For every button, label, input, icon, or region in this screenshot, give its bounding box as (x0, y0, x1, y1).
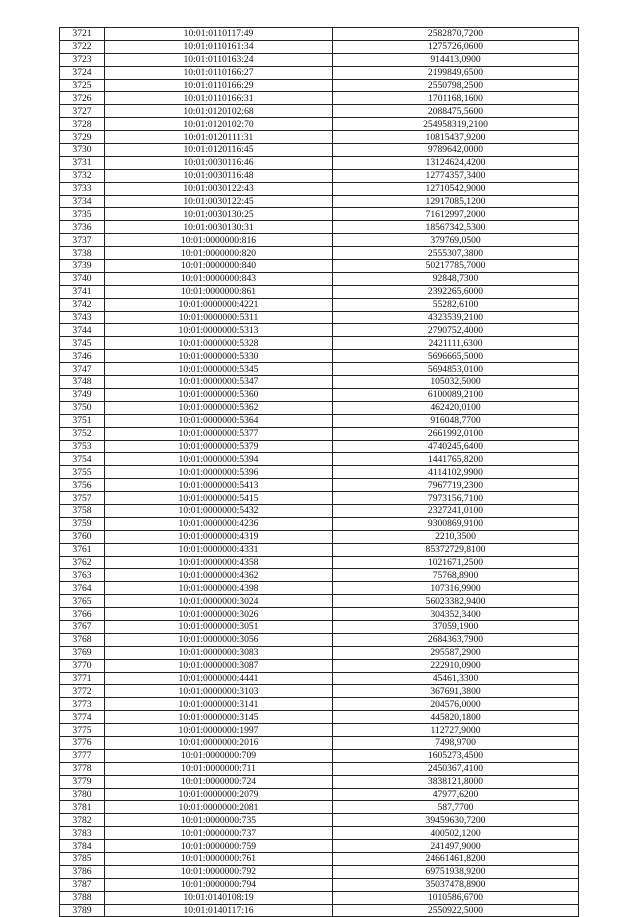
table-row (60, 453, 579, 466)
cadastral-number-cell: 10:01:0110161:34 (105, 40, 333, 53)
value-cell: 1275726,0600 (333, 40, 579, 53)
value-cell: 39459630,7200 (333, 814, 579, 827)
table-row (60, 762, 579, 775)
row-number-cell: 3751 (60, 414, 105, 427)
value-cell: 92848,7300 (333, 272, 579, 285)
value-cell: 1701168,1600 (333, 92, 579, 105)
table-row (60, 814, 579, 827)
table-row (60, 272, 579, 285)
cadastral-number-cell: 10:01:0000000:4358 (105, 556, 333, 569)
value-cell: 916048,7700 (333, 414, 579, 427)
table-row (60, 337, 579, 350)
table-row (60, 260, 579, 273)
value-cell: 2421111,6300 (333, 337, 579, 350)
table-row (60, 156, 579, 169)
row-number-cell: 3761 (60, 543, 105, 556)
value-cell: 2684363,7900 (333, 633, 579, 646)
table-row (60, 92, 579, 105)
cadastral-number-cell: 10:01:0120111:31 (105, 131, 333, 144)
value-cell: 367691,3800 (333, 685, 579, 698)
row-number-cell: 3780 (60, 788, 105, 801)
value-cell: 55282,6100 (333, 298, 579, 311)
cadastral-number-cell: 10:01:0030122:45 (105, 195, 333, 208)
table-row (60, 582, 579, 595)
table-row (60, 28, 579, 41)
cadastral-number-cell: 10:01:0000000:1997 (105, 724, 333, 737)
row-number-cell: 3787 (60, 878, 105, 891)
row-number-cell: 3785 (60, 853, 105, 866)
table-row (60, 827, 579, 840)
row-number-cell: 3752 (60, 427, 105, 440)
row-number-cell: 3737 (60, 234, 105, 247)
row-number-cell: 3767 (60, 620, 105, 633)
table-row (60, 285, 579, 298)
row-number-cell: 3764 (60, 582, 105, 595)
table-row (60, 208, 579, 221)
row-number-cell: 3759 (60, 517, 105, 530)
table-row (60, 350, 579, 363)
cadastral-number-cell: 10:01:0000000:709 (105, 749, 333, 762)
table-row (60, 118, 579, 131)
row-number-cell: 3730 (60, 144, 105, 157)
table-row (60, 311, 579, 324)
cadastral-value-table (59, 27, 579, 917)
value-cell: 222910,0900 (333, 659, 579, 672)
table-row (60, 659, 579, 672)
row-number-cell: 3786 (60, 865, 105, 878)
row-number-cell: 3763 (60, 569, 105, 582)
row-number-cell: 3783 (60, 827, 105, 840)
value-cell: 2661992,0100 (333, 427, 579, 440)
value-cell: 71612997,2000 (333, 208, 579, 221)
row-number-cell: 3788 (60, 891, 105, 904)
table-row (60, 711, 579, 724)
row-number-cell: 3734 (60, 195, 105, 208)
row-number-cell: 3745 (60, 337, 105, 350)
value-cell: 2210,3500 (333, 530, 579, 543)
row-number-cell: 3750 (60, 401, 105, 414)
cadastral-number-cell: 10:01:0140108:19 (105, 891, 333, 904)
row-number-cell: 3776 (60, 736, 105, 749)
value-cell: 400502,1200 (333, 827, 579, 840)
value-cell: 914413,0900 (333, 53, 579, 66)
cadastral-number-cell: 10:01:0000000:3087 (105, 659, 333, 672)
value-cell: 75768,8900 (333, 569, 579, 582)
table-row (60, 298, 579, 311)
cadastral-number-cell: 10:01:0000000:5330 (105, 350, 333, 363)
row-number-cell: 3725 (60, 79, 105, 92)
value-cell: 587,7700 (333, 801, 579, 814)
table-row (60, 517, 579, 530)
table-row (60, 182, 579, 195)
cadastral-number-cell: 10:01:0000000:711 (105, 762, 333, 775)
value-cell: 7967719,2300 (333, 479, 579, 492)
cadastral-number-cell: 10:01:0000000:843 (105, 272, 333, 285)
value-cell: 2582870,7200 (333, 28, 579, 41)
cadastral-number-cell: 10:01:0000000:5377 (105, 427, 333, 440)
value-cell: 5694853,0100 (333, 363, 579, 376)
cadastral-number-cell: 10:01:0000000:5345 (105, 363, 333, 376)
table-row (60, 672, 579, 685)
table-row (60, 376, 579, 389)
cadastral-number-cell: 10:01:0000000:5360 (105, 388, 333, 401)
row-number-cell: 3766 (60, 608, 105, 621)
row-number-cell: 3777 (60, 749, 105, 762)
value-cell: 24661461,8200 (333, 853, 579, 866)
row-number-cell: 3758 (60, 504, 105, 517)
value-cell: 6100089,2100 (333, 388, 579, 401)
cadastral-number-cell: 10:01:0000000:3056 (105, 633, 333, 646)
row-number-cell: 3781 (60, 801, 105, 814)
row-number-cell: 3768 (60, 633, 105, 646)
row-number-cell: 3736 (60, 221, 105, 234)
row-number-cell: 3738 (60, 247, 105, 260)
value-cell: 7498,9700 (333, 736, 579, 749)
row-number-cell: 3724 (60, 66, 105, 79)
cadastral-number-cell: 10:01:0000000:5347 (105, 376, 333, 389)
cadastral-number-cell: 10:01:0000000:794 (105, 878, 333, 891)
table-row (60, 749, 579, 762)
cadastral-number-cell: 10:01:0000000:4362 (105, 569, 333, 582)
table-row (60, 801, 579, 814)
row-number-cell: 3746 (60, 350, 105, 363)
value-cell: 241497,9000 (333, 840, 579, 853)
row-number-cell: 3732 (60, 169, 105, 182)
cadastral-number-cell: 10:01:0000000:4319 (105, 530, 333, 543)
row-number-cell: 3778 (60, 762, 105, 775)
table-row (60, 131, 579, 144)
value-cell: 13124624,4200 (333, 156, 579, 169)
table-row (60, 685, 579, 698)
value-cell: 9300869,9100 (333, 517, 579, 530)
cadastral-number-cell: 10:01:0000000:5311 (105, 311, 333, 324)
value-cell: 295587,2900 (333, 646, 579, 659)
value-cell: 2450367,4100 (333, 762, 579, 775)
row-number-cell: 3726 (60, 92, 105, 105)
cadastral-number-cell: 10:01:0000000:3083 (105, 646, 333, 659)
table-row (60, 646, 579, 659)
cadastral-number-cell: 10:01:0030116:48 (105, 169, 333, 182)
table-row (60, 66, 579, 79)
table-row (60, 221, 579, 234)
table-row (60, 788, 579, 801)
cadastral-number-cell: 10:01:0030130:31 (105, 221, 333, 234)
table-row (60, 891, 579, 904)
cadastral-number-cell: 10:01:0000000:5364 (105, 414, 333, 427)
value-cell: 4323539,2100 (333, 311, 579, 324)
table-row (60, 363, 579, 376)
value-cell: 45461,3300 (333, 672, 579, 685)
cadastral-number-cell: 10:01:0110166:27 (105, 66, 333, 79)
table-row (60, 105, 579, 118)
table-row (60, 40, 579, 53)
row-number-cell: 3727 (60, 105, 105, 118)
table-row (60, 556, 579, 569)
table-row (60, 324, 579, 337)
value-cell: 12710542,9000 (333, 182, 579, 195)
value-cell: 50217785,7000 (333, 260, 579, 273)
value-cell: 12774357,3400 (333, 169, 579, 182)
cadastral-number-cell: 10:01:0000000:735 (105, 814, 333, 827)
value-cell: 5696665,5000 (333, 350, 579, 363)
table-row (60, 53, 579, 66)
value-cell: 462420,0100 (333, 401, 579, 414)
table-row (60, 492, 579, 505)
cadastral-number-cell: 10:01:0000000:5328 (105, 337, 333, 350)
cadastral-number-cell: 10:01:0110117:49 (105, 28, 333, 41)
value-cell: 1021671,2500 (333, 556, 579, 569)
table-row (60, 633, 579, 646)
value-cell: 107316,9900 (333, 582, 579, 595)
cadastral-number-cell: 10:01:0000000:5432 (105, 504, 333, 517)
value-cell: 56023382,9400 (333, 595, 579, 608)
value-cell: 304352,3400 (333, 608, 579, 621)
table-row (60, 878, 579, 891)
cadastral-number-cell: 10:01:0000000:5394 (105, 453, 333, 466)
table-row (60, 169, 579, 182)
cadastral-number-cell: 10:01:0000000:737 (105, 827, 333, 840)
cadastral-number-cell: 10:01:0000000:761 (105, 853, 333, 866)
row-number-cell: 3789 (60, 904, 105, 917)
table-body (60, 28, 579, 917)
row-number-cell: 3765 (60, 595, 105, 608)
row-number-cell: 3731 (60, 156, 105, 169)
value-cell: 2555307,3800 (333, 247, 579, 260)
value-cell: 2550922,5000 (333, 904, 579, 917)
table-row (60, 466, 579, 479)
value-cell: 10815437,9200 (333, 131, 579, 144)
value-cell: 2088475,5600 (333, 105, 579, 118)
cadastral-number-cell: 10:01:0000000:3145 (105, 711, 333, 724)
table-row (60, 247, 579, 260)
value-cell: 9789642,0000 (333, 144, 579, 157)
cadastral-number-cell: 10:01:0110163:24 (105, 53, 333, 66)
value-cell: 105032,5000 (333, 376, 579, 389)
table-row (60, 530, 579, 543)
value-cell: 1441765,8200 (333, 453, 579, 466)
row-number-cell: 3784 (60, 840, 105, 853)
cadastral-number-cell: 10:01:0120116:45 (105, 144, 333, 157)
value-cell: 7973156,7100 (333, 492, 579, 505)
table-row (60, 904, 579, 917)
cadastral-number-cell: 10:01:0000000:4331 (105, 543, 333, 556)
row-number-cell: 3775 (60, 724, 105, 737)
row-number-cell: 3779 (60, 775, 105, 788)
table-row (60, 427, 579, 440)
row-number-cell: 3774 (60, 711, 105, 724)
cadastral-number-cell: 10:01:0000000:5413 (105, 479, 333, 492)
cadastral-number-cell: 10:01:0000000:4221 (105, 298, 333, 311)
cadastral-number-cell: 10:01:0000000:816 (105, 234, 333, 247)
row-number-cell: 3743 (60, 311, 105, 324)
cadastral-number-cell: 10:01:0030122:43 (105, 182, 333, 195)
cadastral-number-cell: 10:01:0000000:4441 (105, 672, 333, 685)
value-cell: 2550798,2500 (333, 79, 579, 92)
value-cell: 18567342,5300 (333, 221, 579, 234)
cadastral-number-cell: 10:01:0000000:4236 (105, 517, 333, 530)
cadastral-number-cell: 10:01:0000000:5313 (105, 324, 333, 337)
cadastral-number-cell: 10:01:0000000:3024 (105, 595, 333, 608)
row-number-cell: 3756 (60, 479, 105, 492)
row-number-cell: 3721 (60, 28, 105, 41)
row-number-cell: 3723 (60, 53, 105, 66)
cadastral-number-cell: 10:01:0000000:840 (105, 260, 333, 273)
table-row (60, 543, 579, 556)
table-row (60, 595, 579, 608)
value-cell: 47977,6200 (333, 788, 579, 801)
value-cell: 2327241,0100 (333, 504, 579, 517)
cadastral-number-cell: 10:01:0000000:4398 (105, 582, 333, 595)
row-number-cell: 3722 (60, 40, 105, 53)
cadastral-number-cell: 10:01:0000000:2016 (105, 736, 333, 749)
value-cell: 1010586,6700 (333, 891, 579, 904)
table-row (60, 414, 579, 427)
table-row (60, 440, 579, 453)
row-number-cell: 3735 (60, 208, 105, 221)
cadastral-number-cell: 10:01:0000000:5415 (105, 492, 333, 505)
row-number-cell: 3754 (60, 453, 105, 466)
value-cell: 85372729,8100 (333, 543, 579, 556)
value-cell: 204576,0000 (333, 698, 579, 711)
row-number-cell: 3762 (60, 556, 105, 569)
row-number-cell: 3749 (60, 388, 105, 401)
table-row (60, 840, 579, 853)
cadastral-number-cell: 10:01:0030130:25 (105, 208, 333, 221)
cadastral-number-cell: 10:01:0000000:861 (105, 285, 333, 298)
table-row (60, 504, 579, 517)
cadastral-number-cell: 10:01:0000000:3051 (105, 620, 333, 633)
value-cell: 4740245,6400 (333, 440, 579, 453)
row-number-cell: 3748 (60, 376, 105, 389)
cadastral-number-cell: 10:01:0000000:5396 (105, 466, 333, 479)
cadastral-number-cell: 10:01:0000000:3026 (105, 608, 333, 621)
value-cell: 2199849,6500 (333, 66, 579, 79)
cadastral-number-cell: 10:01:0110166:31 (105, 92, 333, 105)
row-number-cell: 3769 (60, 646, 105, 659)
row-number-cell: 3741 (60, 285, 105, 298)
value-cell: 1605273,4500 (333, 749, 579, 762)
row-number-cell: 3742 (60, 298, 105, 311)
row-number-cell: 3733 (60, 182, 105, 195)
value-cell: 112727,9000 (333, 724, 579, 737)
table-row (60, 234, 579, 247)
value-cell: 37059,1900 (333, 620, 579, 633)
row-number-cell: 3772 (60, 685, 105, 698)
row-number-cell: 3753 (60, 440, 105, 453)
value-cell: 379769,0500 (333, 234, 579, 247)
cadastral-number-cell: 10:01:0000000:2079 (105, 788, 333, 801)
table-row (60, 724, 579, 737)
table-row (60, 853, 579, 866)
table-row (60, 620, 579, 633)
row-number-cell: 3755 (60, 466, 105, 479)
table-row (60, 79, 579, 92)
table-row (60, 608, 579, 621)
row-number-cell: 3740 (60, 272, 105, 285)
cadastral-number-cell: 10:01:0000000:3103 (105, 685, 333, 698)
cadastral-number-cell: 10:01:0120102:68 (105, 105, 333, 118)
table-row (60, 195, 579, 208)
table-row (60, 388, 579, 401)
value-cell: 35037478,8900 (333, 878, 579, 891)
cadastral-number-cell: 10:01:0030116:46 (105, 156, 333, 169)
row-number-cell: 3747 (60, 363, 105, 376)
table-row (60, 144, 579, 157)
cadastral-number-cell: 10:01:0140117:16 (105, 904, 333, 917)
table-row (60, 698, 579, 711)
row-number-cell: 3729 (60, 131, 105, 144)
cadastral-number-cell: 10:01:0000000:5362 (105, 401, 333, 414)
row-number-cell: 3739 (60, 260, 105, 273)
row-number-cell: 3744 (60, 324, 105, 337)
value-cell: 4114102,9900 (333, 466, 579, 479)
table-row (60, 479, 579, 492)
row-number-cell: 3728 (60, 118, 105, 131)
row-number-cell: 3760 (60, 530, 105, 543)
cadastral-number-cell: 10:01:0120102:70 (105, 118, 333, 131)
cadastral-number-cell: 10:01:0000000:3141 (105, 698, 333, 711)
cadastral-number-cell: 10:01:0000000:759 (105, 840, 333, 853)
cadastral-number-cell: 10:01:0110166:29 (105, 79, 333, 92)
row-number-cell: 3770 (60, 659, 105, 672)
value-cell: 12917085,1200 (333, 195, 579, 208)
row-number-cell: 3773 (60, 698, 105, 711)
row-number-cell: 3782 (60, 814, 105, 827)
row-number-cell: 3771 (60, 672, 105, 685)
table-row (60, 401, 579, 414)
value-cell: 3838121,8000 (333, 775, 579, 788)
value-cell: 254958319,2100 (333, 118, 579, 131)
cadastral-number-cell: 10:01:0000000:792 (105, 865, 333, 878)
table-row (60, 569, 579, 582)
value-cell: 445820,1800 (333, 711, 579, 724)
cadastral-number-cell: 10:01:0000000:724 (105, 775, 333, 788)
row-number-cell: 3757 (60, 492, 105, 505)
value-cell: 2392265,6000 (333, 285, 579, 298)
value-cell: 2790752,4000 (333, 324, 579, 337)
table-row (60, 736, 579, 749)
cadastral-number-cell: 10:01:0000000:2081 (105, 801, 333, 814)
value-cell: 69751938,9200 (333, 865, 579, 878)
table-row (60, 775, 579, 788)
cadastral-number-cell: 10:01:0000000:820 (105, 247, 333, 260)
cadastral-number-cell: 10:01:0000000:5379 (105, 440, 333, 453)
table-row (60, 865, 579, 878)
